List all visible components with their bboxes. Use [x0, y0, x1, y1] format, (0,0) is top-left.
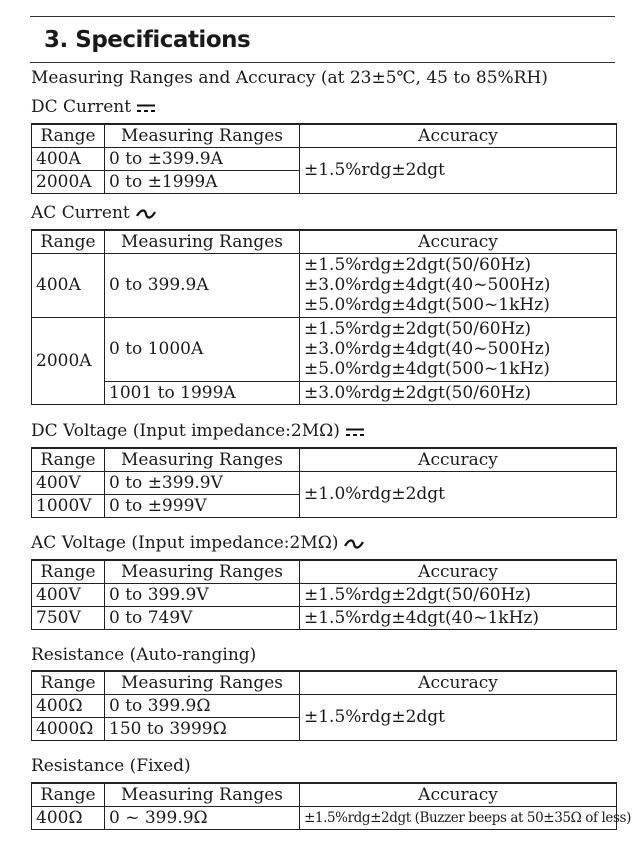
- measuring-cell: 0 to 399.9Ω: [105, 694, 300, 717]
- ac-voltage-heading: [31, 532, 364, 554]
- accuracy-cell: ±1.5%rdg±2dgt: [300, 694, 617, 740]
- accuracy-cell: ±3.0%rdg±2dgt(50/60Hz): [300, 381, 617, 404]
- accuracy-cell: [300, 317, 617, 381]
- header-range: Range: [32, 448, 105, 471]
- header-accuracy: Accuracy: [300, 448, 617, 471]
- dc-symbol-icon: [346, 427, 364, 437]
- header-accuracy: Accuracy: [300, 230, 617, 253]
- page-title: 3. Specifications: [44, 27, 251, 53]
- dc-current-heading: [31, 96, 155, 118]
- dc-symbol-icon: [137, 103, 155, 113]
- header-measuring: Measuring Ranges: [105, 671, 300, 694]
- measuring-cell: 0 to 749V: [105, 606, 300, 629]
- ac-current-heading: [31, 202, 156, 224]
- range-cell: 400V: [32, 583, 105, 606]
- measuring-cell: 0 to 399.9A: [105, 253, 300, 317]
- header-measuring: Measuring Ranges: [105, 448, 300, 471]
- title-rule: [30, 62, 615, 63]
- measuring-cell: 150 to 3999Ω: [105, 717, 300, 740]
- range-cell: 1000V: [32, 494, 105, 517]
- ac-current-label: AC Current: [31, 203, 130, 223]
- resistance-fixed-heading: Resistance (Fixed): [31, 756, 191, 776]
- measuring-cell: 0 to ±399.9A: [105, 147, 300, 170]
- resistance-auto-table: [31, 670, 617, 741]
- accuracy-line: ±5.0%rdg±4dgt(500~1kHz): [304, 359, 550, 379]
- header-range: Range: [32, 560, 105, 583]
- header-range: Range: [32, 230, 105, 253]
- accuracy-line: ±3.0%rdg±4dgt(40~500Hz): [304, 275, 551, 295]
- accuracy-line: ±5.0%rdg±4dgt(500~1kHz): [304, 295, 550, 315]
- header-measuring: Measuring Ranges: [105, 560, 300, 583]
- range-cell: 400A: [32, 253, 105, 317]
- range-cell: 2000A: [32, 317, 105, 404]
- header-measuring: Measuring Ranges: [105, 783, 300, 806]
- accuracy-cell: ±1.5%rdg±2dgt(50/60Hz): [300, 583, 617, 606]
- ac-voltage-table: [31, 559, 617, 630]
- accuracy-cell: [300, 253, 617, 317]
- accuracy-cell: ±1.0%rdg±2dgt: [300, 471, 617, 517]
- dc-voltage-label: DC Voltage (Input impedance:2MΩ): [31, 421, 340, 441]
- header-measuring: Measuring Ranges: [105, 230, 300, 253]
- accuracy-cell: ±1.5%rdg±2dgt (Buzzer beeps at 50±35Ω of less): [300, 806, 617, 829]
- dc-voltage-heading: [31, 420, 364, 442]
- header-measuring: Measuring Ranges: [105, 124, 300, 147]
- range-cell: 2000A: [32, 170, 105, 193]
- top-rule: [30, 16, 615, 17]
- dc-voltage-table: [31, 447, 617, 518]
- range-cell: 400A: [32, 147, 105, 170]
- measuring-cell: 0 to ±1999A: [105, 170, 300, 193]
- header-accuracy: Accuracy: [300, 560, 617, 583]
- header-range: Range: [32, 124, 105, 147]
- dc-current-label: DC Current: [31, 97, 132, 117]
- resistance-auto-heading: Resistance (Auto-ranging): [31, 645, 257, 665]
- header-accuracy: Accuracy: [300, 783, 617, 806]
- header-accuracy: Accuracy: [300, 124, 617, 147]
- ac-symbol-icon: [344, 539, 364, 549]
- measuring-cell: 0 to 399.9V: [105, 583, 300, 606]
- ac-symbol-icon: [136, 209, 156, 219]
- header-accuracy: Accuracy: [300, 671, 617, 694]
- accuracy-cell: ±1.5%rdg±4dgt(40~1kHz): [300, 606, 617, 629]
- header-range: Range: [32, 671, 105, 694]
- accuracy-line: ±1.5%rdg±2dgt(50/60Hz): [304, 255, 532, 275]
- header-range: Range: [32, 783, 105, 806]
- range-cell: 750V: [32, 606, 105, 629]
- range-cell: 4000Ω: [32, 717, 105, 740]
- resistance-fixed-table: [31, 782, 631, 830]
- accuracy-cell: ±1.5%rdg±2dgt: [300, 147, 617, 193]
- range-cell: 400Ω: [32, 806, 105, 829]
- accuracy-line: ±1.5%rdg±2dgt(50/60Hz): [304, 319, 532, 339]
- dc-current-table: [31, 123, 617, 194]
- ac-current-table: [31, 229, 617, 405]
- measuring-cell: 1001 to 1999A: [105, 381, 300, 404]
- range-cell: 400Ω: [32, 694, 105, 717]
- accuracy-line: ±3.0%rdg±4dgt(40~500Hz): [304, 339, 551, 359]
- measuring-cell: 0 to ±399.9V: [105, 471, 300, 494]
- measuring-cell: 0 to 1000A: [105, 317, 300, 381]
- range-cell: 400V: [32, 471, 105, 494]
- measuring-cell: 0 ~ 399.9Ω: [105, 806, 300, 829]
- measuring-cell: 0 to ±999V: [105, 494, 300, 517]
- intro-text: Measuring Ranges and Accuracy (at 23±5℃, 45 to 85%RH): [31, 68, 548, 88]
- ac-voltage-label: AC Voltage (Input impedance:2MΩ): [31, 533, 339, 553]
